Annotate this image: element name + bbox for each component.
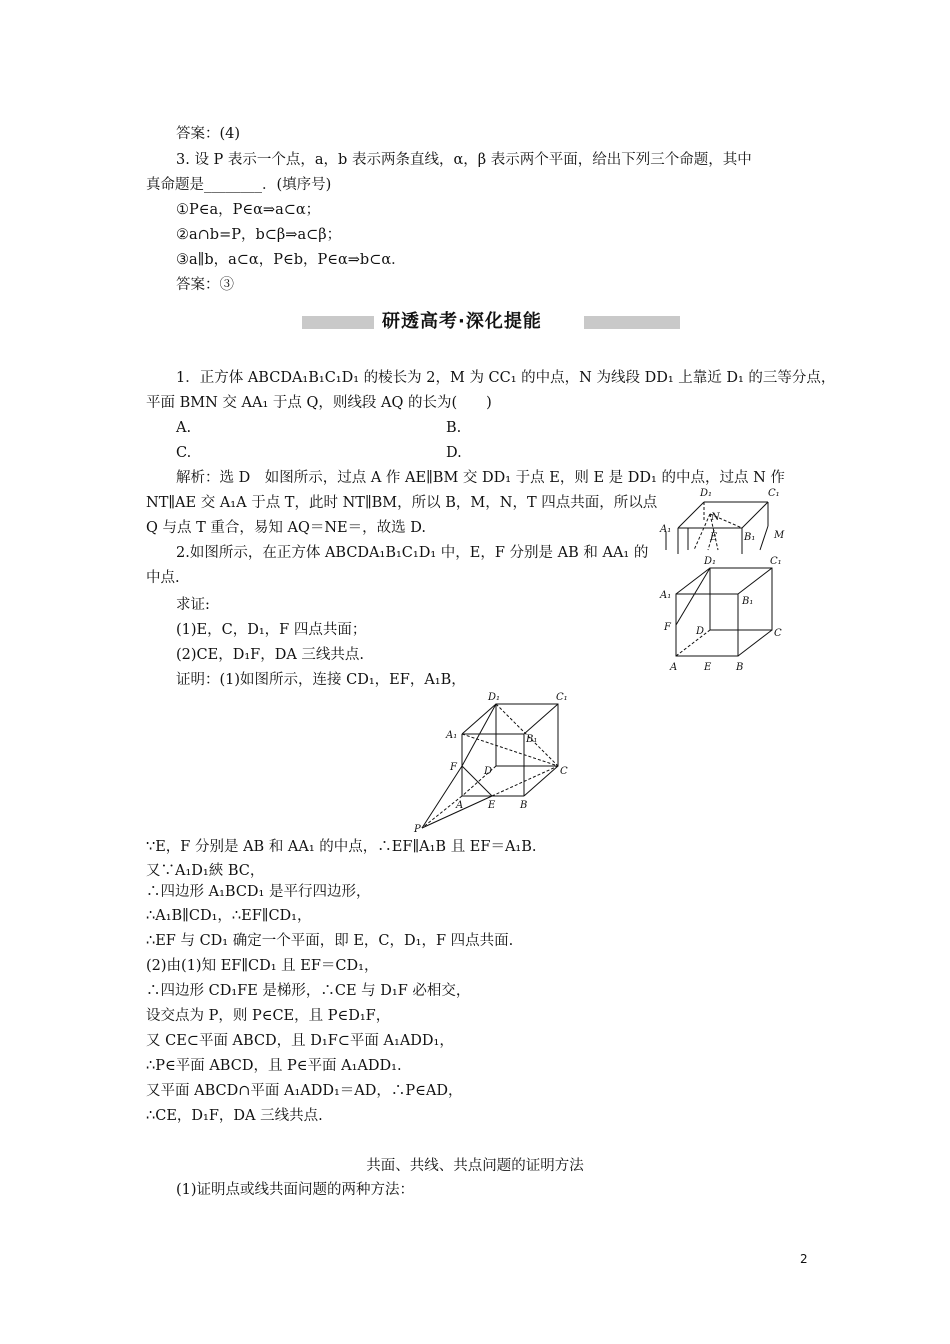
fig1-label-b1: B₁ bbox=[744, 532, 756, 543]
proposition-1: ①P∈a，P∈α⇒a⊂α； bbox=[176, 202, 321, 218]
problem-1-line1: 1．正方体 ABCDA₁B₁C₁D₁ 的棱长为 2，M 为 CC₁ 的中点，N 为线段 DD₁ 上靠近 D₁ 的三等分点， bbox=[176, 370, 836, 386]
proof-start: 证明：(1)如图所示，连接 CD₁，EF，A₁B， bbox=[176, 672, 466, 688]
problem-2-line2: 中点. bbox=[146, 570, 180, 586]
figure-3 bbox=[408, 692, 580, 832]
proof-line-6: (2)由(1)知 EF∥CD₁ 且 EF＝CD₁， bbox=[146, 958, 379, 974]
fig2-label-a: A bbox=[670, 662, 678, 673]
fig3-label-c: C bbox=[560, 766, 568, 777]
proposition-3: ③a∥b，a⊂α，P∈b，P∈α⇒b⊂α． bbox=[176, 252, 406, 268]
proof-line-1: ∵E，F 分别是 AB 和 AA₁ 的中点，∴EF∥A₁B 且 EF＝A₁B. bbox=[146, 839, 537, 855]
question-3-line2: 真命题是________．(填序号) bbox=[146, 177, 332, 193]
problem-1-line2: 平面 BMN 交 AA₁ 于点 Q，则线段 AQ 的长为( ) bbox=[146, 395, 492, 411]
page-number: 2 bbox=[800, 1252, 808, 1266]
proof-line-8: 设交点为 P，则 P∈CE，且 P∈D₁F， bbox=[146, 1008, 391, 1024]
fig3-label-f: F bbox=[450, 762, 457, 773]
fig2-label-c1: C₁ bbox=[770, 556, 782, 567]
fig2-label-b1: B₁ bbox=[742, 596, 754, 607]
fig1-label-a1: A₁ bbox=[660, 524, 672, 535]
method-heading: 共面、共线、共点问题的证明方法 bbox=[366, 1158, 584, 1174]
fig2-label-e: E bbox=[704, 662, 712, 673]
option-b: B. bbox=[446, 420, 462, 436]
banner-title: 研透高考·深化提能 bbox=[382, 311, 542, 332]
fig3-label-a1: A₁ bbox=[446, 730, 458, 741]
fig2-label-d1: D₁ bbox=[704, 556, 717, 567]
solution-line2: NT∥AE 交 A₁A 于点 T，此时 NT∥BM，所以 B，M，N，T 四点共面，所以点 bbox=[146, 495, 658, 511]
proof-line-12: ∴CE，D₁F，DA 三线共点. bbox=[146, 1108, 323, 1124]
fig3-label-e: E bbox=[488, 800, 496, 811]
prove-item-2: (2)CE，D₁F，DA 三线共点. bbox=[176, 647, 365, 663]
proof-line-7: ∴四边形 CD₁FE 是梯形，∴CE 与 D₁F 必相交， bbox=[146, 983, 471, 999]
proof-line-10: ∴P∈平面 ABCD，且 P∈平面 A₁ADD₁. bbox=[146, 1058, 402, 1074]
fig1-label-d1: D₁ bbox=[700, 488, 713, 499]
figure-2-lines bbox=[676, 568, 772, 656]
fig2-label-a1: A₁ bbox=[660, 590, 672, 601]
proof-line-5: ∴EF 与 CD₁ 确定一个平面，即 E，C，D₁，F 四点共面. bbox=[146, 933, 514, 949]
option-d: D. bbox=[446, 445, 462, 461]
solution-line1: 解析：选 D 如图所示，过点 A 作 AE∥BM 交 DD₁ 于点 E，则 E 是 DD₁ 的中点，过点 N 作 bbox=[176, 470, 785, 486]
proof-line-4: ∴A₁B∥CD₁，∴EF∥CD₁， bbox=[146, 908, 312, 924]
banner-bar-left bbox=[302, 316, 374, 329]
fig2-label-c: C bbox=[774, 628, 782, 639]
method-item-1: (1)证明点或线共面问题的两种方法： bbox=[176, 1182, 415, 1198]
fig3-label-p: P bbox=[414, 824, 421, 832]
option-a: A. bbox=[176, 420, 192, 436]
figure-1 bbox=[656, 484, 790, 554]
fig3-label-b1: B₁ bbox=[526, 734, 538, 745]
prove-heading: 求证: bbox=[176, 597, 210, 613]
fig1-label-n: N bbox=[711, 512, 720, 523]
fig3-label-d1: D₁ bbox=[488, 692, 501, 703]
proof-line-3: ∴四边形 A₁BCD₁ 是平行四边形， bbox=[146, 884, 371, 900]
banner-bar-right bbox=[584, 316, 680, 329]
fig2-label-d: D bbox=[696, 626, 705, 637]
proposition-2: ②a∩b=P，b⊂β⇒a⊂β； bbox=[176, 227, 342, 243]
figure-2 bbox=[658, 554, 792, 674]
option-c: C. bbox=[176, 445, 192, 461]
fig3-label-d: D bbox=[484, 766, 493, 777]
figure-1-lines bbox=[666, 502, 768, 554]
fig3-label-c1: C₁ bbox=[556, 692, 568, 703]
proof-line-9: 又 CE⊂平面 ABCD，且 D₁F⊂平面 A₁ADD₁， bbox=[146, 1033, 454, 1049]
answer-line: 答案：(4) bbox=[176, 126, 241, 142]
fig1-label-e: E bbox=[710, 532, 718, 543]
fig2-label-f: F bbox=[664, 622, 671, 633]
fig1-label-m: M bbox=[774, 530, 785, 541]
prove-item-1: (1)E，C，D₁，F 四点共面； bbox=[176, 622, 367, 638]
fig3-label-a: A bbox=[456, 800, 464, 811]
section-banner bbox=[302, 310, 680, 334]
proof-line-2: 又∵A₁D₁綊 BC， bbox=[146, 863, 265, 879]
proof-line-11: 又平面 ABCD∩平面 A₁ADD₁＝AD，∴P∈AD， bbox=[146, 1083, 463, 1099]
fig3-label-b: B bbox=[520, 800, 528, 811]
fig2-label-b: B bbox=[736, 662, 744, 673]
problem-2-line1: 2.如图所示，在正方体 ABCDA₁B₁C₁D₁ 中，E，F 分别是 AB 和 AA₁ 的 bbox=[176, 545, 649, 561]
solution-line3: Q 与点 T 重合，易知 AQ＝NE＝，故选 D. bbox=[146, 520, 426, 536]
question-3-line1: 3. 设 P 表示一个点，a，b 表示两条直线，α，β 表示两个平面，给出下列三个命题，其中 bbox=[176, 152, 752, 168]
fig1-label-c1: C₁ bbox=[768, 488, 780, 499]
answer-3: 答案：③ bbox=[176, 277, 234, 293]
